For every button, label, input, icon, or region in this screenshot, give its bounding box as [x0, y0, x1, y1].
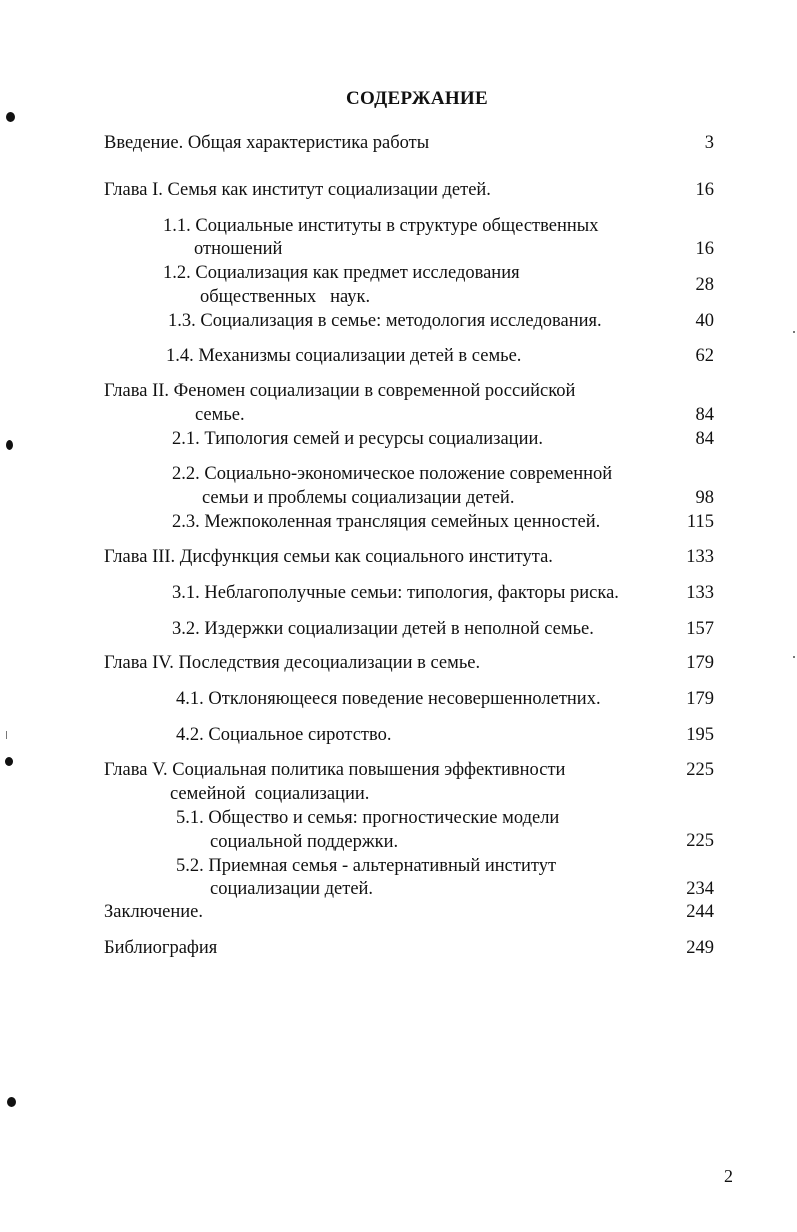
toc-entry-3-1: 3.1. Неблагополучные семьи: типология, факторы риска. [172, 583, 619, 603]
toc-page-number: 244 [686, 902, 714, 922]
toc-page-number: 115 [686, 512, 714, 532]
toc-page-number: 84 [695, 429, 714, 449]
scan-hole-mark [5, 757, 13, 766]
toc-entry-chapter-5-continued: семейной социализации. [170, 784, 370, 804]
toc-page-number: 249 [686, 938, 714, 958]
toc-entry-3-2: 3.2. Издержки социализации детей в неполной семье. [172, 619, 594, 639]
toc-page-number: 179 [686, 689, 714, 709]
toc-page-number: 133 [686, 583, 714, 603]
toc-entry-chapter-1: Глава I. Семья как институт социализации детей. [104, 180, 491, 200]
toc-page-number: 62 [695, 346, 714, 366]
scan-speck [793, 331, 795, 333]
toc-page-number: 225 [686, 760, 714, 780]
toc-entry-5-2: 5.2. Приемная семья - альтернативный институт [176, 856, 557, 876]
toc-page-number: 98 [695, 488, 714, 508]
scan-speck [6, 731, 7, 739]
toc-entry-chapter-3: Глава III. Дисфункция семьи как социального института. [104, 547, 553, 567]
toc-page-number: 40 [695, 311, 714, 331]
scan-hole-mark [6, 440, 13, 450]
toc-entry-1-2: 1.2. Социализация как предмет исследования [163, 263, 520, 283]
page-number: 2 [724, 1166, 733, 1186]
toc-page-number: 195 [686, 725, 714, 745]
toc-entry-1-3: 1.3. Социализация в семье: методология исследования. [168, 311, 602, 331]
scan-hole-mark [7, 1097, 16, 1107]
toc-page-number: 3 [704, 133, 714, 153]
page-title: СОДЕРЖАНИЕ [346, 88, 488, 109]
toc-page-number: 234 [686, 879, 714, 899]
toc-entry-chapter-5: Глава V. Социальная политика повышения эффективности [104, 760, 566, 780]
toc-page-number: 28 [695, 275, 714, 295]
toc-entry-4-2: 4.2. Социальное сиротство. [176, 725, 392, 745]
toc-page-number: 16 [695, 180, 714, 200]
toc-entry-chapter-4: Глава IV. Последствия десоциализации в семье. [104, 653, 481, 673]
toc-entry-chapter-2: Глава II. Феномен социализации в современной российской [104, 381, 576, 401]
toc-entry-bibliography: Библиография [104, 938, 218, 958]
toc-entry-2-3: 2.3. Межпоколенная трансляция семейных ценностей. [172, 512, 601, 532]
scan-speck [793, 656, 795, 658]
toc-page-number: 84 [695, 405, 714, 425]
toc-entry-2-2-continued: семьи и проблемы социализации детей. [202, 488, 515, 508]
toc-entry-4-1: 4.1. Отклоняющееся поведение несовершеннолетних. [176, 689, 601, 709]
toc-page-number: 16 [695, 239, 714, 259]
toc-entry-1-2-continued: общественных наук. [200, 287, 371, 307]
toc-entry-1-4: 1.4. Механизмы социализации детей в семье. [166, 346, 522, 366]
toc-page-number: 133 [686, 547, 714, 567]
toc-entry-1-1-continued: отношений [194, 239, 283, 259]
toc-entry-5-2-continued: социализации детей. [210, 879, 374, 899]
toc-entry-5-1-continued: социальной поддержки. [210, 832, 399, 852]
toc-page-number: 157 [686, 619, 714, 639]
toc-entry-conclusion: Заключение. [104, 902, 203, 922]
toc-entry-chapter-2-continued: семье. [195, 405, 245, 425]
toc-entry-2-2: 2.2. Социально-экономическое положение современной [172, 464, 613, 484]
toc-page-number: 225 [686, 831, 714, 851]
toc-entry-5-1: 5.1. Общество и семья: прогностические модели [176, 808, 560, 828]
toc-entry-introduction: Введение. Общая характеристика работы [104, 133, 430, 153]
scan-hole-mark [6, 112, 15, 122]
toc-entry-2-1: 2.1. Типология семей и ресурсы социализации. [172, 429, 544, 449]
toc-entry-1-1: 1.1. Социальные институты в структуре общественных [163, 216, 599, 236]
toc-page-number: 179 [686, 653, 714, 673]
